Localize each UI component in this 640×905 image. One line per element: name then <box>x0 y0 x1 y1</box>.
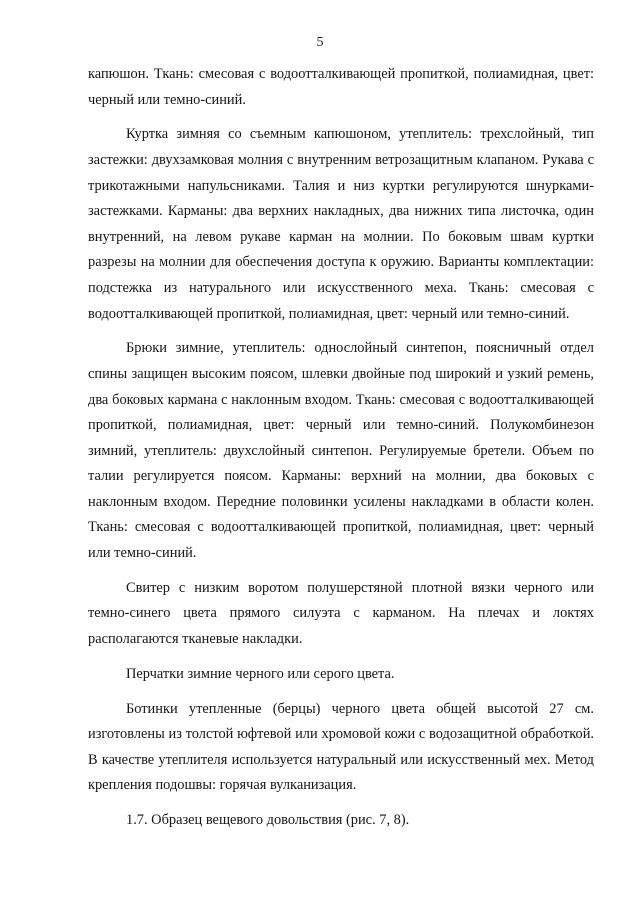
document-body <box>88 62 594 834</box>
section-heading-1-7: 1.7. Образец вещевого довольствия (рис. 7, 8). <box>126 812 410 829</box>
paragraph-hood-continuation: капюшон. Ткань: смесовая с водоотталкивающей пропиткой, полиамидная, цвет: черный или темно-синий. <box>88 66 594 108</box>
paragraph-winter-trousers: Брюки зимние, утеплитель: однослойный синтепон, поясничный отдел спины защищен высоким поясом, шлевки двойные под широкий и узкий ремень, два боковых кармана с наклонным входом. Ткань: смесовая с водоотталкивающей пропиткой, полиамидная, цвет: черный или темно-синий. Полукомбинезон зимний, утеплитель: двухслойный синтепон. Регулируемые бретели. Объем по талии регулируется поясом. Карманы: верхний на молнии, два боковых с наклонным входом. Передние половинки усилены накладками в области колен. Ткань: смесовая с водоотталкивающей пропиткой, полиамидная, цвет: черный или темно-синий. <box>88 340 594 562</box>
paragraph-gloves: Перчатки зимние черного или серого цвета. <box>126 665 395 682</box>
paragraph-winter-jacket: Куртка зимняя со съемным капюшоном, утеплитель: трехслойный, тип застежки: двухзамковая молния с внутренним ветрозащитным клапаном. Рукава с трикотажными напульсниками. Талия и низ куртки регулируются шнурками-застежками. Карманы: два верхних накладных, два нижних типа листочка, один внутренний, на левом рукаве карман на молнии. По боковым швам куртки разрезы на молнии для обеспечения доступа к оружию. Варианты комплектации: подстежка из натурального или искусственного меха. Ткань: смесовая с водоотталкивающей пропиткой, полиамидная, цвет: черный или темно-синий. <box>88 126 594 322</box>
paragraph-sweater: Свитер с низким воротом полушерстяной плотной вязки черного или темно-синего цвета прямого силуэта с карманом. На плечах и локтях располагаются тканевые накладки. <box>88 579 594 648</box>
page-number: 5 <box>316 35 324 50</box>
paragraph-boots: Ботинки утепленные (берцы) черного цвета общей высотой 27 см. изготовлены из толстой юфтевой или хромовой кожи с водозащитной обработкой. В качестве утеплителя используется натуральный или искусственный мех. Метод крепления подошвы: горячая вулканизация. <box>88 700 594 794</box>
